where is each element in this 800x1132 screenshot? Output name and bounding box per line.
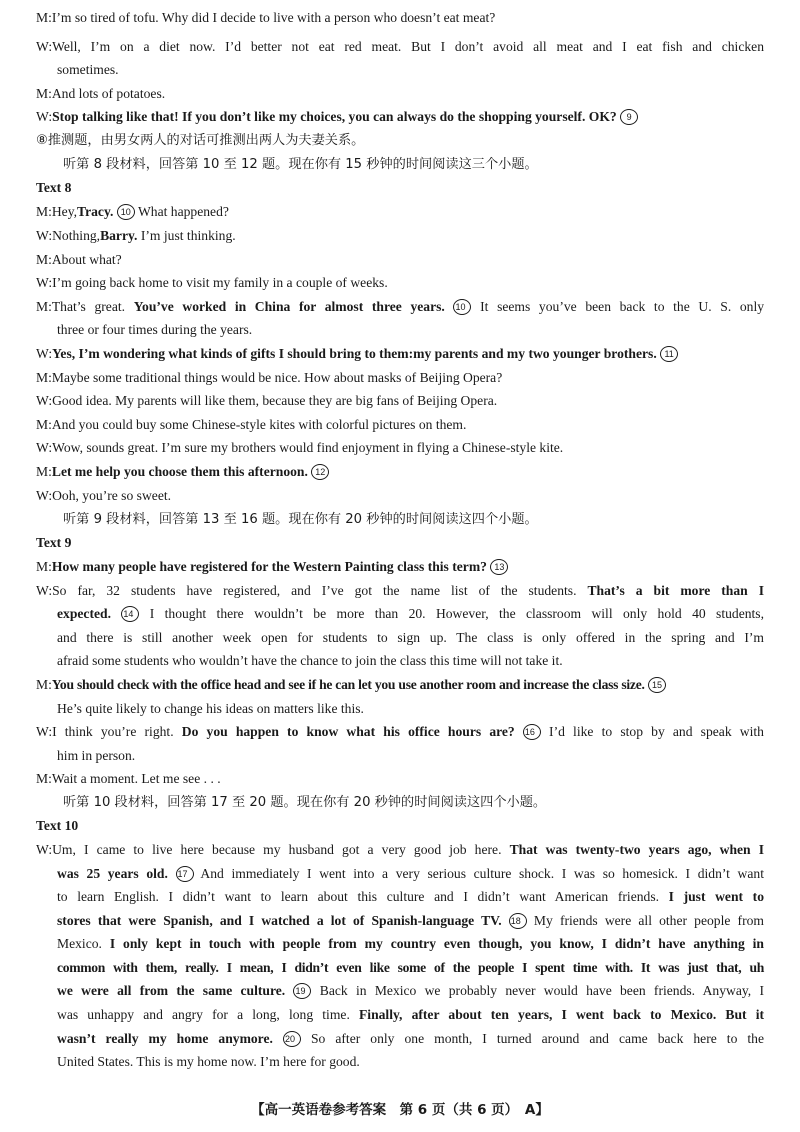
answer-marker: 18 [509,913,527,929]
dialogue-line: He’s quite likely to change his ideas on matters like this. [57,701,364,716]
dialogue-line: M:I’m so tired of tofu. Why did I decide to live with a person who doesn’t eat meat? [36,10,496,25]
dialogue-line [57,958,764,978]
dialogue-line [36,675,764,695]
key-sentence: Do you happen to know what his office hours are? [181,724,515,739]
dialogue-text: W:So far, 32 students have registered, and I’ve got the name list of the students. [36,583,577,598]
dialogue-line: M:About what? [36,252,122,267]
section-instruction: 听第 8 段材料，回答第 10 至 12 题。现在你有 15 秒钟的时间阅读这三个小题。 [63,157,538,172]
answer-marker: 15 [648,677,666,693]
dialogue-text: to learn English. I didn’t want to learn about this culture and I didn’t want American friends. [57,889,660,904]
page-footer: 【高一英语卷参考答案 第 6 页（共 6 页） A】 [251,1102,549,1118]
key-word: Tracy. [77,204,114,219]
dialogue-line: afraid some students who wouldn’t have the chance to join the class this time will not take it. [57,653,563,668]
dialogue-line [36,226,764,246]
dialogue-line [36,557,764,577]
dialogue-line [36,840,764,860]
key-sentence: You should check with the office head and see if he can let you use another room and increase the class size. [51,677,645,692]
speaker-text: M:That’s great. [36,299,126,314]
text-heading: Text 10 [36,818,79,833]
key-sentence: I only kept in touch with people from my country even though, you know, I didn’t have anything in [109,936,764,951]
dialogue-text: W:I think you’re right. [36,724,174,739]
key-sentence: How many people have registered for the Western Painting class this term? [51,559,487,574]
dialogue-line [57,1029,764,1049]
dialogue-line [36,462,764,482]
dialogue-line: W:Good idea. My parents will like them, because they are big fans of Beijing Opera. [36,393,498,408]
dialogue-line [57,911,764,931]
dialogue-line: three or four times during the years. [57,322,253,337]
dialogue-text: It seems you’ve been back to the U. S. only [480,299,765,314]
answer-marker: 10 [453,299,471,315]
dialogue-line: M:And lots of potatoes. [36,86,166,101]
text-heading: Text 9 [36,535,72,550]
answer-marker: 14 [121,606,139,622]
dialogue-line: W:Ooh, you’re so sweet. [36,488,172,503]
answer-marker: 12 [311,464,329,480]
text-heading: Text 8 [36,180,72,195]
dialogue-line: M:Maybe some traditional things would be nice. How about masks of Beijing Opera? [36,370,503,385]
answer-marker: 16 [523,724,541,740]
dialogue-line [36,344,764,364]
dialogue-line [57,887,764,907]
dialogue-line: and there is still another week open for students to sign up. The class is only offered in the spring and I’m [57,630,764,645]
answer-marker: 13 [490,559,508,575]
speaker: M: [36,677,52,692]
dialogue-line [36,722,764,742]
dialogue-line: M:And you could buy some Chinese-style kites with colorful pictures on them. [36,417,467,432]
answer-marker: 19 [293,983,311,999]
key-word: Barry. [100,228,138,243]
dialogue-line [57,981,764,1001]
answer-marker: 11 [660,346,678,362]
dialogue-line: him in person. [57,748,136,763]
key-sentence: was 25 years old. [57,866,168,881]
dialogue-text: My friends were all other people from [533,913,764,928]
key-sentence: expected. [57,606,111,621]
dialogue-line: sometimes. [57,62,119,77]
answer-marker: 9 [620,109,638,125]
key-sentence: I just went to [668,889,764,904]
dialogue-line [57,604,764,624]
speaker: M: [36,464,52,479]
dialogue-line [36,202,764,222]
section-instruction: 听第 9 段材料，回答第 13 至 16 题。现在你有 20 秒钟的时间阅读这四个小题。 [63,512,538,527]
speaker: W: [36,346,53,361]
dialogue-text: was unhappy and angry for a long, long time. [57,1007,350,1022]
dialogue-text: What happened? [137,204,229,219]
speaker-text: W:Nothing, [36,228,101,243]
key-sentence: common with them, really. I mean, I didn’t even like some of the people I spent time with. It was just that, uh [57,960,764,975]
key-sentence: Finally, after about ten years, I went back to Mexico. But it [359,1007,765,1022]
key-sentence: That’s a bit more than I [587,583,765,598]
answer-marker: 17 [176,866,194,882]
speaker: M: [36,559,52,574]
dialogue-line [36,297,764,317]
key-sentence: That was twenty-two years ago, when I [509,842,764,857]
explanation-note: ⑧推测题，由男女两人的对话可推测出两人为夫妻关系。 [36,133,365,148]
dialogue-text: I’m just thinking. [140,228,236,243]
key-sentence: we were all from the same culture. [57,983,286,998]
dialogue-text: W:Um, I came to live here because my husband got a very good job here. [36,842,502,857]
dialogue-text: So after only one month, I turned around and came back here to the [310,1031,765,1046]
dialogue-text: I thought there wouldn’t be more than 20. However, the classroom will only hold 40 students, [149,606,764,621]
dialogue-line: W:I’m going back home to visit my family in a couple of weeks. [36,275,388,290]
speaker: W: [36,109,53,124]
dialogue-line [57,864,764,884]
dialogue-line: United States. This is my home now. I’m here for good. [57,1054,360,1069]
key-sentence: Let me help you choose them this afternoon. [51,464,308,479]
key-sentence: Yes, I’m wondering what kinds of gifts I should bring to them:my parents and my two younger brothers. [52,346,657,361]
dialogue-text: Back in Mexico we probably never would have been friends. Anyway, I [319,983,764,998]
dialogue-line: W:Wow, sounds great. I’m sure my brothers would find enjoyment in flying a Chinese-style kite. [36,440,564,455]
dialogue-line: M:Wait a moment. Let me see . . . [36,771,221,786]
dialogue-text: And immediately I went into a very serious culture shock. I was so homesick. I didn’t want [200,866,764,881]
dialogue-line: W:Well, I’m on a diet now. I’d better not eat red meat. But I don’t avoid all meat and I eat fish and chicken [36,39,764,54]
answer-marker: 10 [117,204,135,220]
dialogue-text: I’d like to stop by and speak with [549,724,764,739]
section-instruction: 听第 10 段材料，回答第 17 至 20 题。现在你有 20 秒钟的时间阅读这四个小题。 [63,795,547,810]
dialogue-line [36,107,764,127]
key-sentence: stores that were Spanish, and I watched a lot of Spanish-language TV. [57,913,502,928]
speaker-text: M:Hey, [36,204,78,219]
dialogue-line [57,934,764,954]
key-sentence: You’ve worked in China for almost three years. [133,299,445,314]
answer-marker: 20 [283,1031,301,1047]
key-sentence: wasn’t really my home anymore. [57,1031,273,1046]
key-sentence: Stop talking like that! If you don’t like my choices, you can always do the shopping yourself. OK? [52,109,617,124]
dialogue-line [57,1005,764,1025]
dialogue-line [36,581,764,601]
dialogue-text: Mexico. [57,936,102,951]
